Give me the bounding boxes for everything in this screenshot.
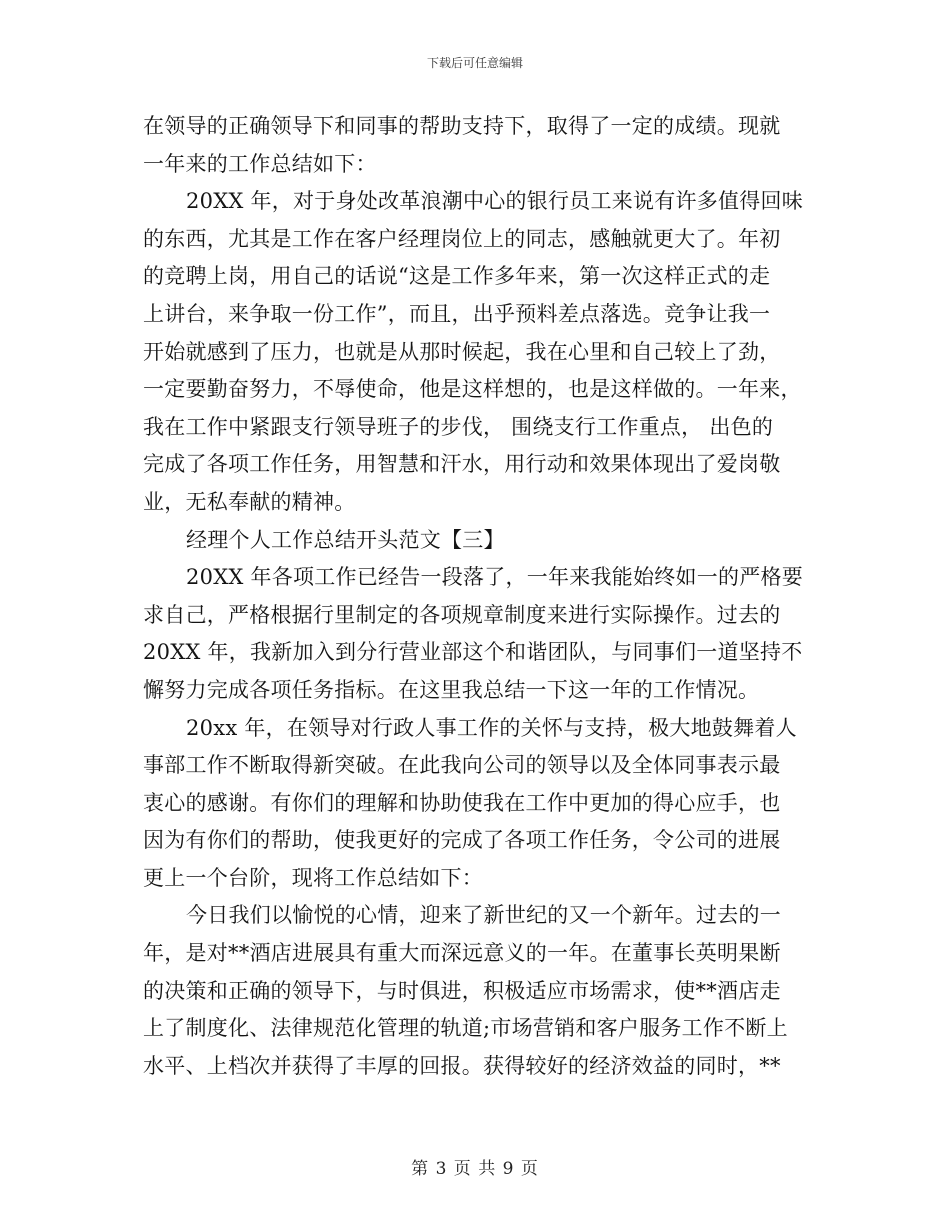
text-line: 完成了各项工作任务，用智慧和汗水，用行动和效果体现出了爱岗敬 xyxy=(143,452,781,477)
text-line: 的东西，尤其是工作在客户经理岗位上的同志，感触就更大了。年初 xyxy=(143,226,781,251)
text-line: 求自己，严格根据行里制定的各项规章制度来进行实际操作。过去的 xyxy=(143,602,781,627)
text-line: 我在工作中紧跟支行领导班子的步伐， 围绕支行工作重点， 出色的 xyxy=(143,414,774,439)
text-line: 更上一个台阶，现将工作总结如下： xyxy=(143,865,483,890)
text-line: 年，是对**酒店进展具有重大而深远意义的一年。在董事长英明果断 xyxy=(143,941,781,966)
text-line: 开始就感到了压力，也就是从那时候起，我在心里和自己较上了劲， xyxy=(143,339,781,364)
document-body xyxy=(143,108,805,1085)
text-line: 20xx 年，在领导对行政人事工作的关怀与支持，极大地鼓舞着人 xyxy=(186,715,797,740)
text-line: 衷心的感谢。有你们的理解和协助使我在工作中更加的得心应手，也 xyxy=(143,790,781,815)
text-line: 一年来的工作总结如下： xyxy=(143,151,377,176)
text-line: 20XX 年，我新加入到分行营业部这个和谐团队，与同事们一道坚持不 xyxy=(143,640,803,665)
text-line: 20XX 年，对于身处改革浪潮中心的银行员工来说有许多值得回味 xyxy=(186,189,804,214)
text-line: 业，无私奉献的精神。 xyxy=(143,489,356,514)
text-line: 懈努力完成各项任务指标。在这里我总结一下这一年的工作情况。 xyxy=(143,677,760,702)
text-line: 因为有你们的帮助，使我更好的完成了各项工作任务，令公司的进展 xyxy=(143,828,781,853)
page-number-footer: 第 3 页 共 9 页 xyxy=(411,1159,539,1179)
header-note: 下载后可任意编辑 xyxy=(426,56,523,70)
text-line: 在领导的正确领导下和同事的帮助支持下，取得了一定的成绩。现就 xyxy=(143,114,781,138)
text-line: 20XX 年各项工作已经告一段落了，一年来我能始终如一的严格要 xyxy=(186,565,804,590)
text-line: 的决策和正确的领导下，与时俱进，积极适应市场需求，使**酒店走 xyxy=(143,978,781,1003)
text-line: 上讲台，来争取一份工作”，而且，出乎预料差点落选。竞争让我一 xyxy=(143,301,771,326)
text-line: 事部工作不断取得新突破。在此我向公司的领导以及全体同事表示最 xyxy=(143,753,781,778)
text-line: 水平、上档次并获得了丰厚的回报。获得较好的经济效益的同时，** xyxy=(143,1053,781,1078)
text-line: 今日我们以愉悦的心情，迎来了新世纪的又一个新年。过去的一 xyxy=(186,903,781,928)
text-line: 的竞聘上岗，用自己的话说“这是工作多年来，第一次这样正式的走 xyxy=(143,264,771,289)
section-heading: 经理个人工作总结开头范文【三】 xyxy=(186,527,505,552)
text-line: 一定要勤奋努力，不辱使命，他是这样想的，也是这样做的。一年来， xyxy=(143,377,802,402)
text-line: 上了制度化、法律规范化管理的轨道;市场营销和客户服务工作不断上 xyxy=(143,1016,788,1041)
